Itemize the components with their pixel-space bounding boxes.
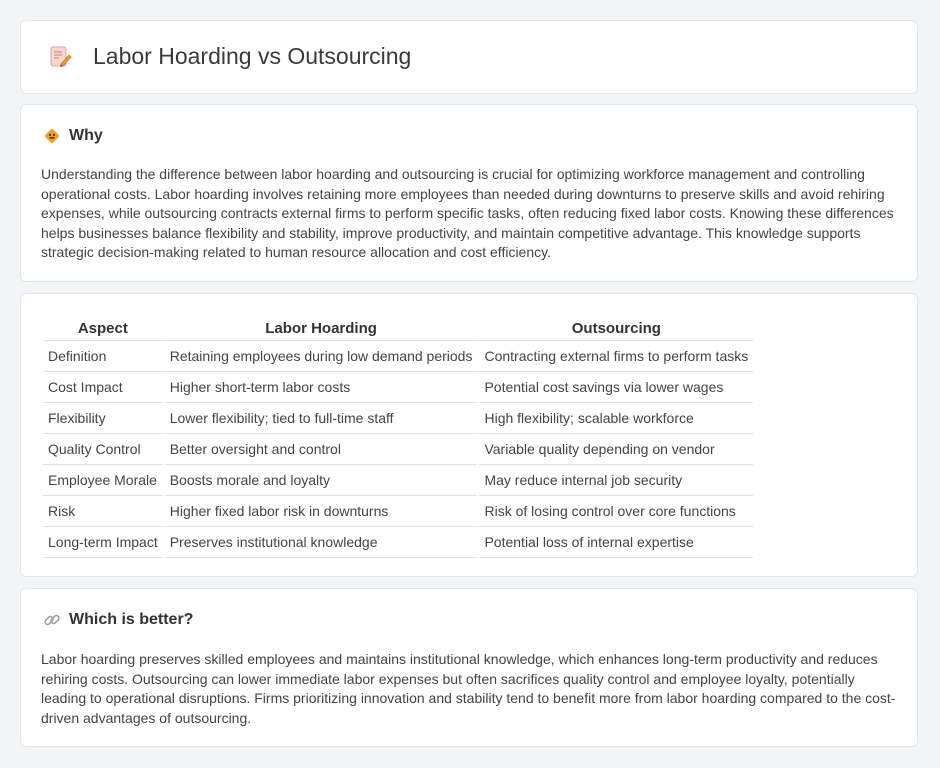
cell-aspect: Long-term Impact	[43, 527, 163, 558]
why-heading	[43, 127, 103, 145]
cell-outsourcing: Potential loss of internal expertise	[479, 527, 753, 558]
cell-aspect: Employee Morale	[43, 465, 163, 496]
cell-aspect: Risk	[43, 496, 163, 527]
cell-labor-hoarding: Higher fixed labor risk in downturns	[165, 496, 478, 527]
cell-outsourcing: May reduce internal job security	[479, 465, 753, 496]
document-pencil-icon	[47, 44, 73, 70]
comparison-card	[20, 293, 918, 577]
which-better-card	[20, 588, 918, 747]
header-labor-hoarding: Labor Hoarding	[165, 315, 478, 341]
comparison-table	[41, 315, 755, 558]
table-row	[43, 403, 753, 434]
why-text: Understanding the difference between labor hoarding and outsourcing is crucial for optimizing workforce management and controlling operational costs. Labor hoarding involves retaining more employees than needed during downturns to preserve skills and avoid rehiring expenses, while outsourcing contracts external firms to perform specific tasks, often reducing fixed labor costs. Knowing these differences helps businesses balance flexibility and stability, improve productivity, and maintain competitive advantage. This knowledge supports strategic decision-making related to human resource allocation and cost efficiency.	[41, 166, 894, 261]
title-row	[47, 43, 411, 70]
page-title: Labor Hoarding vs Outsourcing	[93, 43, 412, 69]
cell-labor-hoarding: Preserves institutional knowledge	[165, 527, 478, 558]
which-better-text: Labor hoarding preserves skilled employees and maintains institutional knowledge, which enhances long-term productivity and reduces rehiring costs. Outsourcing can lower immediate labor expenses but often sacrifices quality control and employee loyalty, potentially leading to operational disruptions. Firms prioritizing innovation and stability tend to benefit more from labor hoarding compared to the cost-driven advantages of outsourcing.	[41, 651, 896, 726]
table-row	[43, 341, 753, 372]
cell-labor-hoarding: Better oversight and control	[165, 434, 478, 465]
cell-aspect: Cost Impact	[43, 372, 163, 403]
cell-outsourcing: Risk of losing control over core functions	[479, 496, 753, 527]
why-card	[20, 104, 918, 282]
header-card	[20, 20, 918, 94]
cell-labor-hoarding: Lower flexibility; tied to full-time staff	[165, 403, 478, 434]
why-heading-label: Why	[69, 127, 103, 144]
cell-outsourcing: Potential cost savings via lower wages	[479, 372, 753, 403]
table-row	[43, 434, 753, 465]
header-aspect: Aspect	[43, 315, 163, 341]
cell-outsourcing: Contracting external firms to perform tasks	[479, 341, 753, 372]
which-better-heading-label: Which is better?	[69, 611, 194, 628]
header-outsourcing: Outsourcing	[479, 315, 753, 341]
which-better-heading	[43, 611, 193, 629]
table-row	[43, 527, 753, 558]
cell-labor-hoarding: Boosts morale and loyalty	[165, 465, 478, 496]
table-row	[43, 372, 753, 403]
cell-labor-hoarding: Retaining employees during low demand periods	[165, 341, 478, 372]
diamond-sign-icon	[43, 127, 61, 145]
cell-outsourcing: High flexibility; scalable workforce	[479, 403, 753, 434]
cell-aspect: Definition	[43, 341, 163, 372]
table-header-row	[43, 315, 753, 341]
cell-aspect: Quality Control	[43, 434, 163, 465]
table-row	[43, 496, 753, 527]
table-row	[43, 465, 753, 496]
cell-labor-hoarding: Higher short-term labor costs	[165, 372, 478, 403]
cell-outsourcing: Variable quality depending on vendor	[479, 434, 753, 465]
cell-aspect: Flexibility	[43, 403, 163, 434]
link-icon	[43, 611, 61, 629]
